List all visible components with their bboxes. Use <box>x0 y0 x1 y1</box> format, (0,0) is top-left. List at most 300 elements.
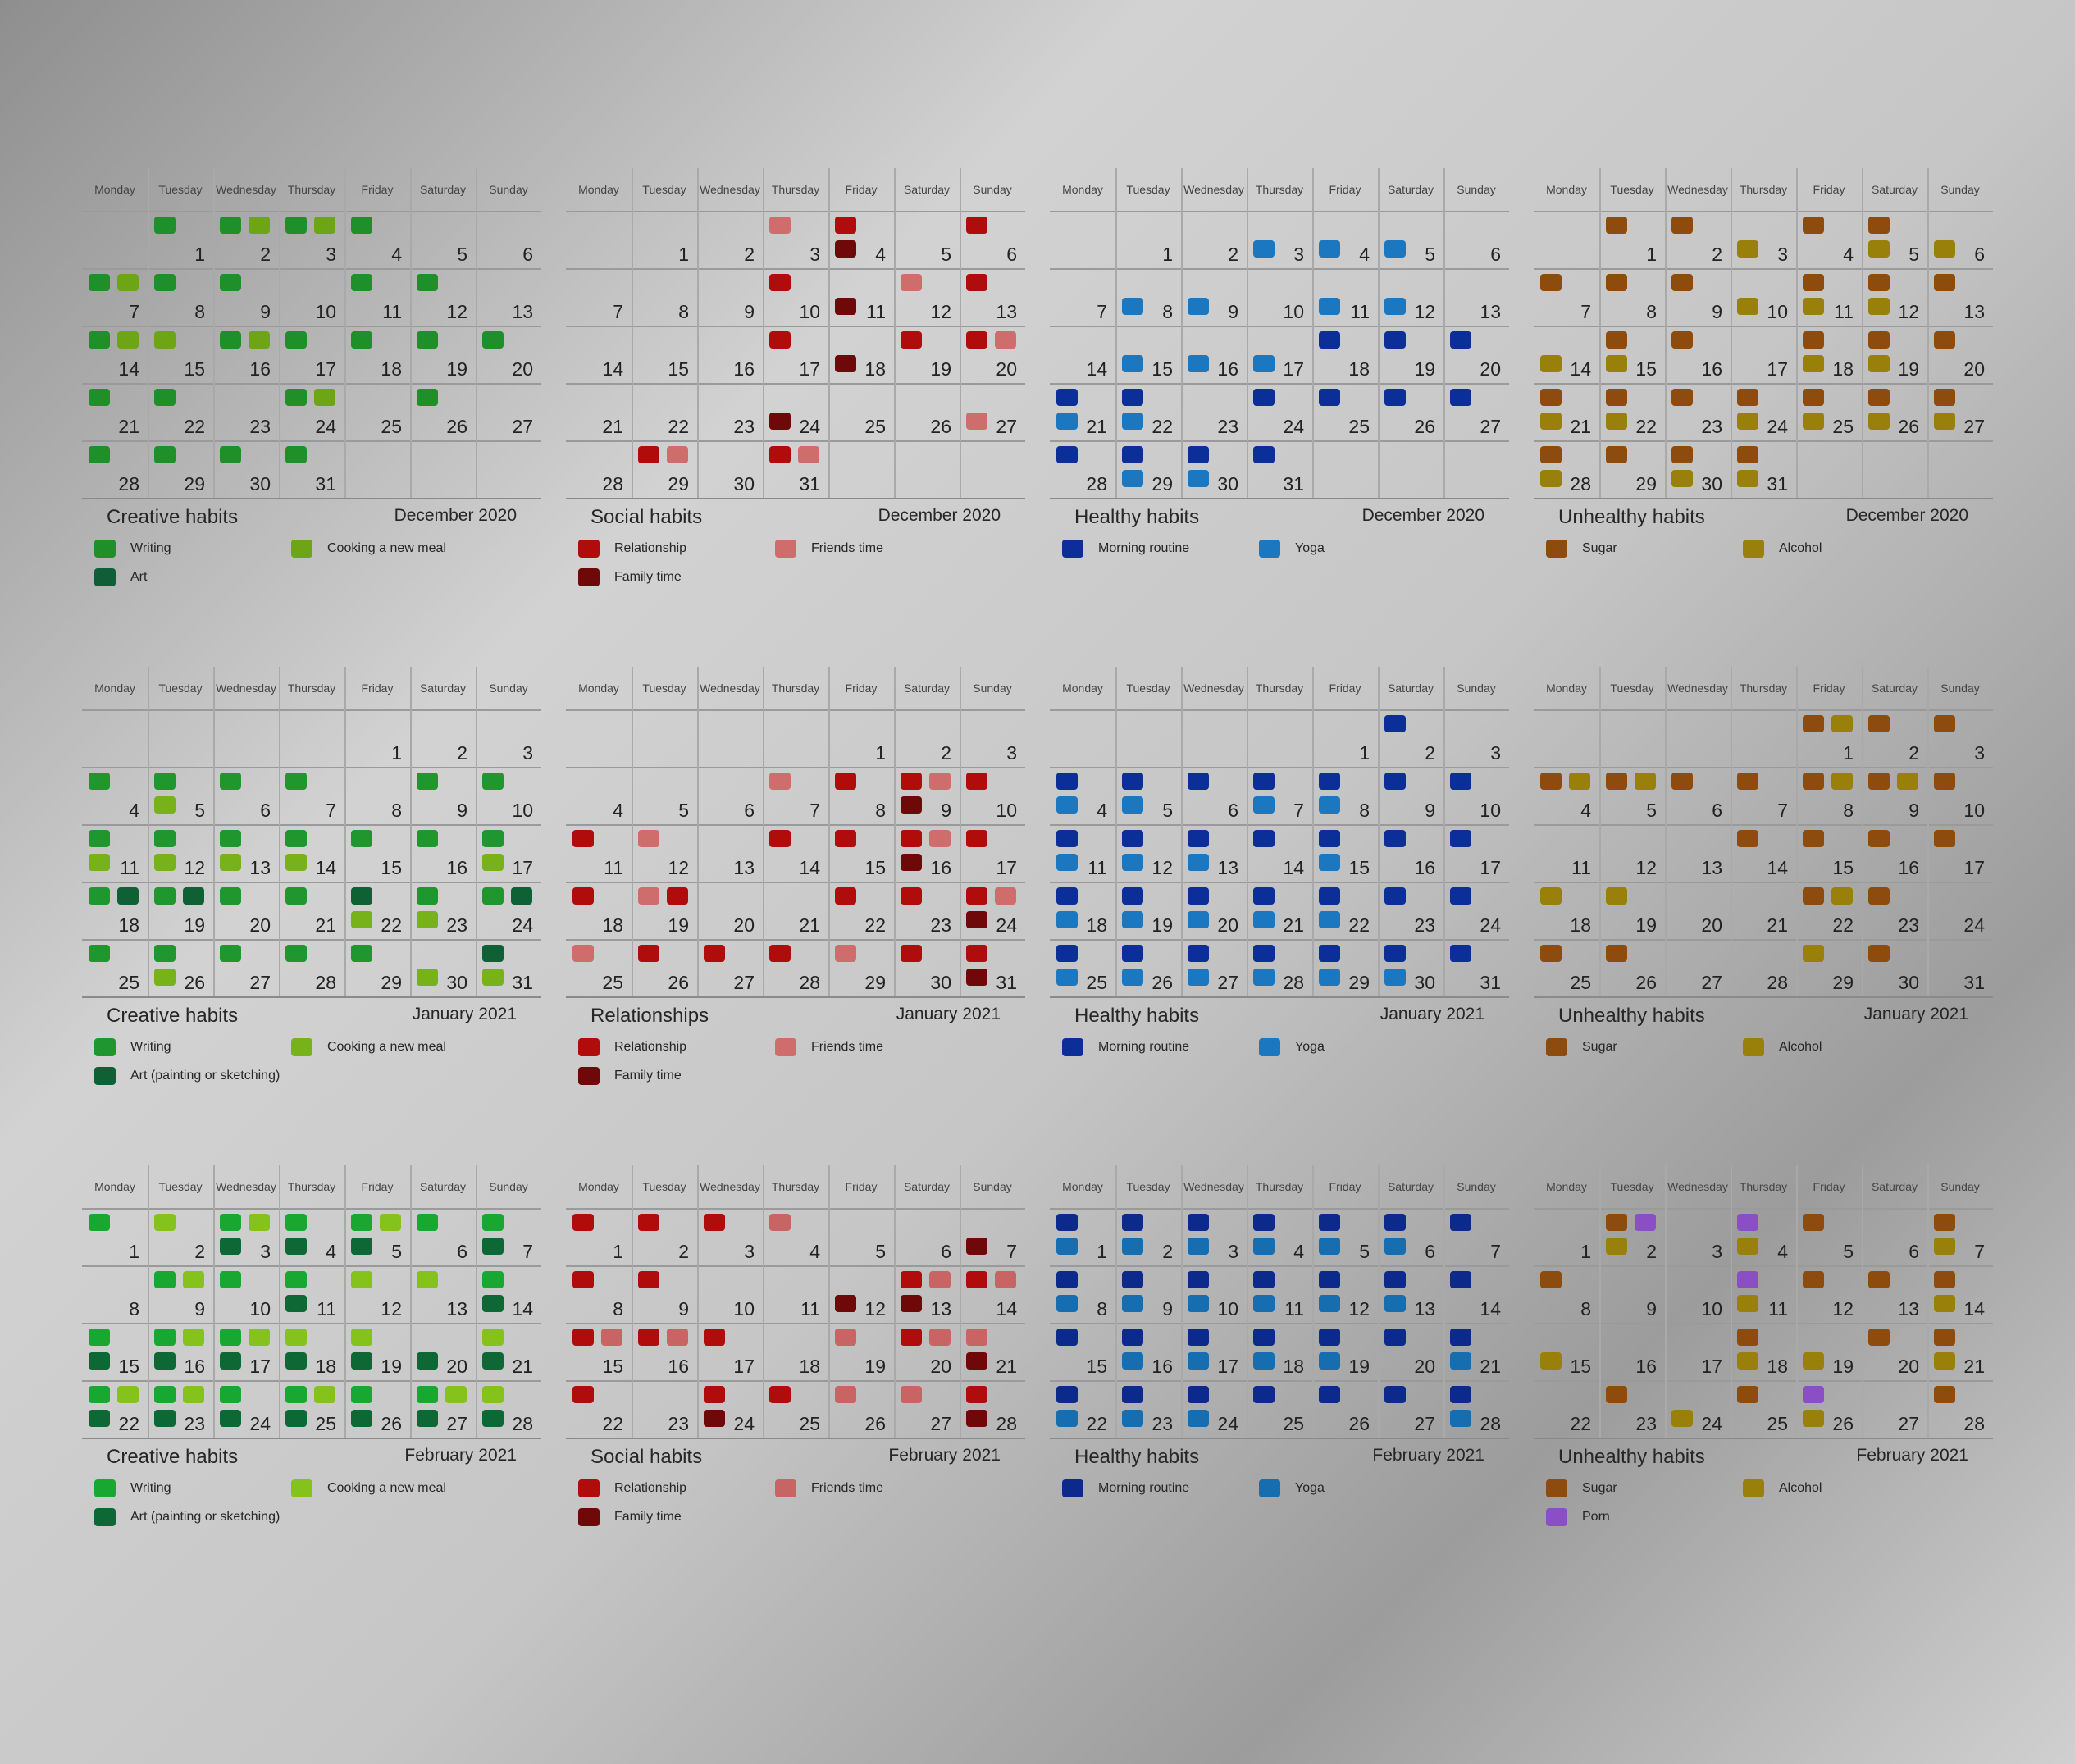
day-header: Monday <box>1546 681 1587 695</box>
grid-line <box>894 168 896 498</box>
habit-marker-b <box>1188 298 1209 315</box>
legend-item <box>1062 1037 1189 1057</box>
day-number: 14 <box>1570 358 1591 380</box>
day-number: 15 <box>1635 358 1657 380</box>
legend-swatch <box>1259 1479 1280 1497</box>
habit-marker-b <box>929 830 951 847</box>
legend-item <box>1546 1507 1610 1527</box>
calendar-grid <box>82 168 541 498</box>
grid-line <box>566 440 1025 442</box>
habit-marker-b <box>482 1329 504 1346</box>
habit-marker-c <box>183 887 204 905</box>
day-header: Friday <box>1813 183 1845 196</box>
habit-marker-b <box>1737 298 1758 315</box>
calendar-panel <box>566 1165 1025 1524</box>
day-number: 10 <box>315 301 336 322</box>
habit-marker-c <box>769 413 791 430</box>
habit-marker-b <box>1188 1295 1209 1312</box>
day-header: Friday <box>845 183 878 196</box>
day-number: 20 <box>1701 914 1722 936</box>
day-number: 29 <box>184 473 205 495</box>
habit-marker-a <box>1606 446 1627 463</box>
grid-line <box>82 709 541 711</box>
legend-item <box>1259 1479 1325 1498</box>
day-number: 7 <box>1097 301 1107 322</box>
day-number: 12 <box>1348 1298 1370 1320</box>
habit-marker-b <box>1803 355 1824 372</box>
day-header: Monday <box>1062 1180 1103 1193</box>
grid-line <box>476 168 477 498</box>
day-number: 27 <box>1480 416 1501 437</box>
grid-line <box>566 1380 1025 1382</box>
habit-marker-b <box>1122 470 1143 487</box>
calendar-caption: Social habits <box>591 1446 703 1468</box>
habit-marker-b <box>1384 298 1406 315</box>
calendar-panel <box>1534 1165 1993 1524</box>
legend-label: Art <box>130 570 148 584</box>
habit-marker-a <box>1253 1214 1275 1231</box>
habit-marker-a <box>1384 389 1406 406</box>
habit-marker-b <box>249 1329 270 1346</box>
day-number: 19 <box>1414 358 1435 380</box>
legend-swatch <box>1546 540 1567 558</box>
day-number: 25 <box>1348 416 1370 437</box>
habit-marker-a <box>638 945 659 962</box>
habit-marker-a <box>1056 446 1078 463</box>
grid-line <box>1731 667 1732 996</box>
habit-marker-a <box>285 773 307 790</box>
day-number: 8 <box>1843 800 1854 821</box>
grid-line <box>1050 211 1509 212</box>
day-number: 26 <box>1832 1413 1854 1434</box>
habit-marker-a <box>1384 331 1406 349</box>
habit-marker-b <box>1868 355 1890 372</box>
habit-marker-c <box>482 1352 504 1370</box>
habit-marker-a <box>417 331 438 349</box>
habit-marker-a <box>154 1271 176 1288</box>
calendar-caption: Creative habits <box>107 506 239 528</box>
habit-marker-a <box>1319 1214 1340 1231</box>
grid-line <box>1534 709 1993 711</box>
habit-marker-a <box>285 389 307 406</box>
habit-marker-a <box>1868 887 1890 905</box>
day-number: 25 <box>1767 1413 1788 1434</box>
legend-item <box>291 1037 446 1057</box>
day-number: 15 <box>668 358 689 380</box>
day-number: 7 <box>1777 800 1788 821</box>
day-number: 16 <box>1898 857 1919 878</box>
habit-marker-a <box>1253 830 1275 847</box>
habit-marker-a <box>1384 1329 1406 1346</box>
day-header: Tuesday <box>1610 681 1654 695</box>
grid-line <box>632 168 633 498</box>
day-number: 7 <box>613 301 623 322</box>
habit-marker-a <box>417 274 438 291</box>
grid-line <box>82 498 541 499</box>
grid-line <box>1050 326 1509 327</box>
day-number: 29 <box>1832 972 1854 993</box>
day-number: 26 <box>864 1413 886 1434</box>
grid-line <box>566 882 1025 883</box>
day-number: 22 <box>1152 416 1173 437</box>
habit-marker-b <box>1122 969 1143 986</box>
day-header: Sunday <box>973 1180 1012 1193</box>
habit-marker-a <box>1868 945 1890 962</box>
day-number: 18 <box>381 358 402 380</box>
habit-marker-a <box>89 331 110 349</box>
habit-marker-a <box>1540 274 1562 291</box>
grid-line <box>1115 667 1117 996</box>
day-number: 5 <box>391 1241 402 1262</box>
habit-marker-b <box>929 1271 951 1288</box>
day-number: 15 <box>1570 1356 1591 1377</box>
habit-marker-c <box>1737 1214 1758 1231</box>
legend-item <box>1546 539 1617 558</box>
day-header: Tuesday <box>158 183 203 196</box>
legend-swatch <box>775 1479 796 1497</box>
habit-marker-b <box>1319 854 1340 871</box>
legend-swatch <box>1259 1038 1280 1056</box>
habit-marker-b <box>1188 1410 1209 1427</box>
habit-marker-b <box>1606 355 1627 372</box>
calendar-panel <box>1050 168 1509 555</box>
habit-marker-b <box>769 773 791 790</box>
day-number: 25 <box>1832 416 1854 437</box>
habit-marker-a <box>1056 1329 1078 1346</box>
day-number: 28 <box>512 1413 533 1434</box>
day-number: 21 <box>1086 416 1107 437</box>
day-number: 17 <box>249 1356 271 1377</box>
day-number: 11 <box>1284 1298 1304 1320</box>
day-header: Wednesday <box>216 681 276 695</box>
habit-marker-a <box>1868 1271 1890 1288</box>
habit-marker-c <box>511 887 532 905</box>
grid-line <box>82 882 541 883</box>
day-number: 31 <box>315 473 336 495</box>
day-number: 9 <box>744 301 755 322</box>
habit-marker-b <box>1122 355 1143 372</box>
habit-marker-a <box>1934 274 1955 291</box>
habit-marker-c <box>835 298 856 315</box>
habit-marker-a <box>1671 217 1693 234</box>
day-number: 31 <box>996 972 1017 993</box>
day-number: 14 <box>1086 358 1107 380</box>
day-number: 22 <box>381 914 402 936</box>
day-number: 9 <box>1162 1298 1173 1320</box>
habit-marker-b <box>117 274 139 291</box>
legend-item <box>578 1066 682 1086</box>
habit-marker-a <box>482 887 504 905</box>
day-number: 25 <box>799 1413 820 1434</box>
day-number: 3 <box>1712 1241 1722 1262</box>
habit-marker-c <box>417 1352 438 1370</box>
day-number: 2 <box>941 742 951 763</box>
grid-line <box>1927 667 1929 996</box>
habit-marker-c <box>220 1410 241 1427</box>
habit-marker-b <box>1540 355 1562 372</box>
grid-line <box>1862 168 1863 498</box>
day-number: 1 <box>875 742 886 763</box>
day-number: 16 <box>668 1356 689 1377</box>
habit-marker-b <box>835 945 856 962</box>
habit-marker-a <box>351 1214 372 1231</box>
habit-marker-a <box>351 1386 372 1403</box>
day-number: 10 <box>512 800 533 821</box>
habit-marker-b <box>966 1329 987 1346</box>
legend-swatch <box>1259 540 1280 558</box>
day-header: Saturday <box>1387 183 1434 196</box>
day-number: 30 <box>1414 972 1435 993</box>
habit-marker-a <box>220 217 241 234</box>
habit-marker-c <box>966 911 987 928</box>
legend-item <box>1743 1037 1822 1057</box>
habit-marker-b <box>1737 413 1758 430</box>
day-number: 3 <box>326 244 336 265</box>
legend-swatch <box>94 1038 116 1056</box>
grid-line <box>1312 168 1314 498</box>
grid-line <box>279 667 280 996</box>
day-number: 22 <box>184 416 205 437</box>
legend-label: Morning routine <box>1098 541 1190 555</box>
day-number: 8 <box>1162 301 1173 322</box>
day-number: 24 <box>512 914 533 936</box>
habit-marker-b <box>1319 298 1340 315</box>
calendar-month: February 2021 <box>888 1446 1001 1465</box>
day-number: 1 <box>1359 742 1370 763</box>
grid-line <box>1050 1438 1509 1439</box>
day-number: 23 <box>184 1413 205 1434</box>
habit-marker-a <box>154 1329 176 1346</box>
day-header: Wednesday <box>216 1180 276 1193</box>
habit-marker-a <box>901 1329 922 1346</box>
habit-marker-a <box>351 331 372 349</box>
habit-marker-c <box>482 1295 504 1312</box>
day-header: Friday <box>361 183 394 196</box>
day-number: 6 <box>1425 1241 1435 1262</box>
day-number: 27 <box>1217 972 1238 993</box>
day-number: 25 <box>1086 972 1107 993</box>
habit-marker-b <box>482 969 504 986</box>
habit-marker-a <box>1606 773 1627 790</box>
habit-marker-a <box>1188 1214 1209 1231</box>
habit-marker-a <box>966 945 987 962</box>
day-number: 8 <box>194 301 205 322</box>
habit-marker-c <box>835 240 856 258</box>
day-number: 27 <box>446 1413 467 1434</box>
day-number: 27 <box>1414 1413 1435 1434</box>
day-number: 5 <box>194 800 205 821</box>
habit-marker-a <box>572 1386 594 1403</box>
habit-marker-b <box>929 773 951 790</box>
habit-marker-a <box>1122 1214 1143 1231</box>
habit-marker-a <box>769 1386 791 1403</box>
day-number: 23 <box>1217 416 1238 437</box>
habit-marker-a <box>1868 217 1890 234</box>
day-number: 12 <box>930 301 951 322</box>
legend-label: Yoga <box>1295 1040 1325 1054</box>
legend-item <box>1062 1479 1189 1498</box>
grid-line <box>1050 1323 1509 1324</box>
habit-marker-a <box>1671 446 1693 463</box>
day-number: 16 <box>1701 358 1722 380</box>
day-number: 10 <box>799 301 820 322</box>
habit-marker-a <box>1384 1386 1406 1403</box>
habit-marker-a <box>1737 773 1758 790</box>
habit-marker-a <box>1188 945 1209 962</box>
habit-marker-a <box>1056 887 1078 905</box>
day-number: 23 <box>668 1413 689 1434</box>
day-header: Thursday <box>1739 681 1788 695</box>
day-number: 2 <box>1909 742 1919 763</box>
grid-line <box>960 168 961 498</box>
day-number: 1 <box>613 1241 623 1262</box>
habit-marker-a <box>1253 773 1275 790</box>
grid-line <box>566 824 1025 826</box>
day-number: 7 <box>1006 1241 1017 1262</box>
habit-marker-b <box>1188 470 1209 487</box>
day-number: 6 <box>522 244 533 265</box>
day-number: 20 <box>1963 358 1985 380</box>
day-number: 7 <box>1490 1241 1501 1262</box>
day-number: 5 <box>457 244 467 265</box>
grid-line <box>1796 168 1798 498</box>
habit-marker-a <box>1384 715 1406 732</box>
day-number: 29 <box>381 972 402 993</box>
habit-marker-b <box>1188 854 1209 871</box>
habit-marker-a <box>89 446 110 463</box>
grid-line <box>1665 667 1667 996</box>
habit-marker-b <box>482 1386 504 1403</box>
legend-swatch <box>291 1038 312 1056</box>
legend-label: Sugar <box>1582 1481 1617 1495</box>
calendar-grid <box>82 1165 541 1438</box>
habit-marker-b <box>966 413 987 430</box>
calendar-grid <box>1534 667 1993 996</box>
habit-marker-b <box>1737 240 1758 258</box>
day-number: 11 <box>604 857 623 878</box>
day-number: 12 <box>668 857 689 878</box>
day-number: 17 <box>315 358 336 380</box>
grid-line <box>1534 1438 1993 1439</box>
day-number: 7 <box>809 800 820 821</box>
habit-marker-a <box>1803 715 1824 732</box>
day-header: Friday <box>1813 1180 1845 1193</box>
habit-marker-a <box>1384 830 1406 847</box>
day-header: Thursday <box>1255 183 1304 196</box>
habit-marker-a <box>89 389 110 406</box>
day-number: 28 <box>1283 972 1304 993</box>
habit-marker-b <box>1188 1352 1209 1370</box>
habit-marker-b <box>1122 413 1143 430</box>
habit-marker-b <box>89 854 110 871</box>
day-number: 30 <box>249 473 271 495</box>
habit-marker-a <box>285 446 307 463</box>
habit-marker-b <box>154 796 176 814</box>
day-number: 29 <box>864 972 886 993</box>
habit-marker-a <box>901 887 922 905</box>
day-number: 21 <box>1283 914 1304 936</box>
day-number: 10 <box>1963 800 1985 821</box>
day-number: 25 <box>315 1413 336 1434</box>
habit-marker-a <box>482 830 504 847</box>
day-number: 14 <box>512 1298 533 1320</box>
day-number: 12 <box>1635 857 1657 878</box>
day-number: 17 <box>512 857 533 878</box>
calendar-month: February 2021 <box>404 1446 517 1465</box>
habit-marker-b <box>769 1214 791 1231</box>
habit-marker-b <box>1384 969 1406 986</box>
day-number: 23 <box>249 416 271 437</box>
legend-swatch <box>578 568 600 586</box>
habit-marker-b <box>1122 1410 1143 1427</box>
habit-marker-a <box>285 1386 307 1403</box>
day-number: 4 <box>391 244 402 265</box>
habit-marker-b <box>1319 911 1340 928</box>
day-number: 14 <box>1480 1298 1501 1320</box>
habit-marker-a <box>572 830 594 847</box>
habit-marker-a <box>351 945 372 962</box>
day-number: 17 <box>996 857 1017 878</box>
day-number: 12 <box>1414 301 1435 322</box>
grid-line <box>1312 667 1314 996</box>
habit-marker-a <box>966 217 987 234</box>
day-number: 14 <box>118 358 139 380</box>
habit-marker-c <box>966 1410 987 1427</box>
habit-marker-c <box>220 1352 241 1370</box>
day-number: 22 <box>1570 1413 1591 1434</box>
grid-line <box>1599 168 1601 498</box>
grid-line <box>1050 440 1509 442</box>
day-number: 22 <box>602 1413 623 1434</box>
day-number: 29 <box>1348 972 1370 993</box>
day-number: 11 <box>866 301 886 322</box>
habit-marker-a <box>1803 887 1824 905</box>
day-number: 25 <box>602 972 623 993</box>
habit-marker-c <box>154 1352 176 1370</box>
day-number: 14 <box>602 358 623 380</box>
grid-line <box>279 168 280 498</box>
habit-marker-b <box>1253 1295 1275 1312</box>
habit-marker-b <box>1253 1352 1275 1370</box>
day-number: 9 <box>1909 800 1919 821</box>
day-number: 18 <box>1283 1356 1304 1377</box>
day-number: 15 <box>602 1356 623 1377</box>
day-number: 19 <box>864 1356 886 1377</box>
day-number: 23 <box>1701 416 1722 437</box>
habit-marker-b <box>1803 413 1824 430</box>
habit-marker-b <box>929 1329 951 1346</box>
habit-marker-b <box>1831 887 1853 905</box>
day-number: 20 <box>446 1356 467 1377</box>
day-header: Wednesday <box>1667 681 1728 695</box>
day-number: 8 <box>129 1298 139 1320</box>
day-number: 9 <box>941 800 951 821</box>
day-header: Sunday <box>1940 1180 1980 1193</box>
day-header: Tuesday <box>1610 183 1654 196</box>
habit-marker-a <box>1253 945 1275 962</box>
day-header: Friday <box>845 681 878 695</box>
grid-line <box>1534 268 1993 270</box>
grid-line <box>1534 939 1993 941</box>
habit-marker-b <box>1606 887 1627 905</box>
day-number: 1 <box>1097 1241 1107 1262</box>
habit-marker-a <box>417 1214 438 1231</box>
habit-marker-c <box>89 1352 110 1370</box>
habit-marker-a <box>1122 945 1143 962</box>
day-header: Thursday <box>287 1180 336 1193</box>
habit-marker-b <box>1934 1295 1955 1312</box>
calendar-panel <box>82 667 541 1083</box>
